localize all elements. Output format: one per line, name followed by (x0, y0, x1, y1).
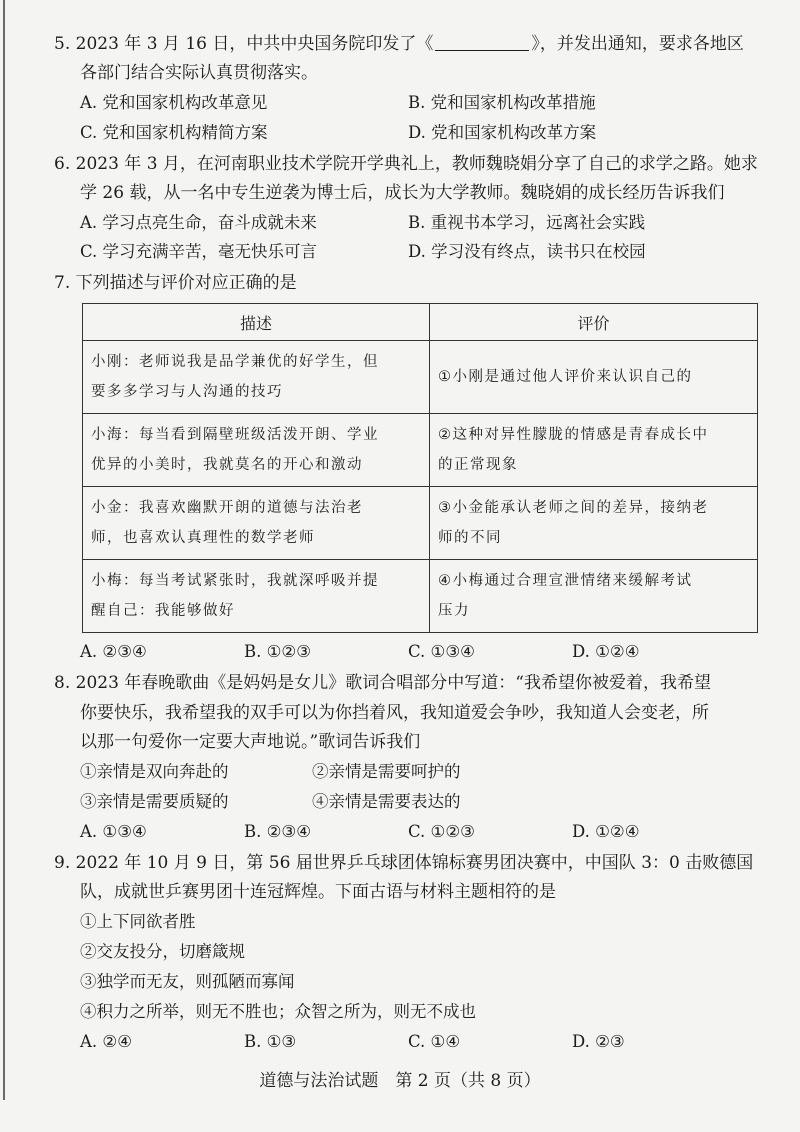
q6-option-b: B. 重视书本学习，远离社会实践 (408, 213, 646, 232)
q7-table-header-row (83, 304, 758, 341)
q8-option-c: C. ①②③ (408, 822, 475, 841)
q9-line1: 9. 2022 年 10 月 9 日，第 56 届世界乒乓球团体锦标赛男团决赛中，中国队 3：0 击败德国 (54, 853, 754, 873)
q7-option-b: B. ①②③ (244, 642, 311, 661)
q8-statement-2: ②亲情是需要呵护的 (312, 762, 461, 781)
table-row (83, 560, 758, 633)
q8-statement-3: ③亲情是需要质疑的 (80, 792, 229, 811)
q5-text-start: 5. 2023 年 3 月 16 日，中共中央国务院印发了《 (54, 34, 434, 54)
q7-line1: 7. 下列描述与评价对应正确的是 (54, 273, 297, 293)
q8-option-d: D. ①②④ (572, 822, 640, 841)
q9-statement-1: ①上下同欲者胜 (80, 912, 196, 931)
q5-option-b: B. 党和国家机构改革措施 (408, 93, 596, 112)
q7-header-evaluation: 评价 (430, 304, 758, 341)
page-edge-rule (3, 0, 5, 1100)
table-row (83, 414, 758, 487)
q7-eval-cell: ①小刚是通过他人评价来认识自己的 (430, 341, 758, 414)
q7-desc-cell: 小梅：每当考试紧张时，我就深呼吸并提 醒自己：我能够做好 (83, 560, 430, 633)
q9-statement-3: ③独学而无友，则孤陋而寡闻 (80, 972, 295, 991)
q8-statement-1: ①亲情是双向奔赴的 (80, 762, 229, 781)
q5-option-d: D. 党和国家机构改革方案 (408, 123, 597, 142)
q9-option-b: B. ①③ (244, 1032, 297, 1051)
q8-line3: 以那一句爱你一定要大声地说。”歌词告诉我们 (80, 732, 421, 752)
q7-table (82, 303, 758, 633)
q7-header-description: 描述 (83, 304, 430, 341)
q5-line2: 各部门结合实际认真贯彻落实。 (80, 63, 318, 83)
table-row (83, 341, 758, 414)
q7-option-a: A. ②③④ (80, 642, 147, 661)
table-row (83, 487, 758, 560)
q9-option-a: A. ②④ (80, 1032, 132, 1051)
q7-eval-cell: ②这种对异性朦胧的情感是青春成长中 的正常现象 (430, 414, 758, 487)
q8-option-b: B. ②③④ (244, 822, 311, 841)
q8-option-a: A. ①③④ (80, 822, 147, 841)
q8-statement-4: ④亲情是需要表达的 (312, 792, 461, 811)
q6-line2: 学 26 载，从一名中专生逆袭为博士后，成长为大学教师。魏晓娟的成长经历告诉我们 (80, 183, 725, 203)
q9-option-d: D. ②③ (572, 1032, 625, 1051)
q9-statement-2: ②交友投分，切磨箴规 (80, 942, 245, 961)
q5-line1 (54, 33, 744, 55)
page-footer: 道德与法治试题 第 2 页（共 8 页） (259, 1071, 541, 1091)
q7-eval-cell: ③小金能承认老师之间的差异，接纳老 师的不同 (430, 487, 758, 560)
q8-line2: 你要快乐，我希望我的双手可以为你挡着风，我知道爱会争吵，我知道人会变老，所 (80, 703, 709, 723)
q5-option-c: C. 党和国家机构精简方案 (80, 123, 268, 142)
q9-statement-4: ④积力之所举，则无不胜也；众智之所为，则无不成也 (80, 1002, 476, 1021)
q7-option-c: C. ①③④ (408, 642, 475, 661)
q5-answer-blank (435, 35, 529, 51)
q6-line1: 6. 2023 年 3 月，在河南职业技术学院开学典礼上，教师魏晓娟分享了自己的求学之路。她求 (54, 154, 758, 174)
q7-eval-cell: ④小梅通过合理宣泄情绪来缓解考试 压力 (430, 560, 758, 633)
q7-option-d: D. ①②④ (572, 642, 640, 661)
q8-line1: 8. 2023 年春晚歌曲《是妈妈是女儿》歌词合唱部分中写道：“我希望你被爱着，我希望 (54, 673, 711, 693)
q6-option-c: C. 学习充满辛苦，毫无快乐可言 (80, 242, 318, 261)
q7-desc-cell: 小金：我喜欢幽默开朗的道德与法治老 师，也喜欢认真理性的数学老师 (83, 487, 430, 560)
q9-option-c: C. ①④ (408, 1032, 461, 1051)
q9-line2: 队，成就世乒赛男团十连冠辉煌。下面古语与材料主题相符的是 (80, 882, 556, 902)
q6-option-d: D. 学习没有终点，读书只在校园 (408, 242, 646, 261)
q7-desc-cell: 小刚：老师说我是品学兼优的好学生，但 要多多学习与人沟通的技巧 (83, 341, 430, 414)
q5-option-a: A. 党和国家机构改革意见 (80, 93, 268, 112)
q6-option-a: A. 学习点亮生命，奋斗成就未来 (80, 213, 317, 232)
q5-text-end: 》，并发出通知，要求各地区 (531, 34, 744, 54)
q7-desc-cell: 小海：每当看到隔壁班级活泼开朗、学业 优异的小美时，我就莫名的开心和激动 (83, 414, 430, 487)
